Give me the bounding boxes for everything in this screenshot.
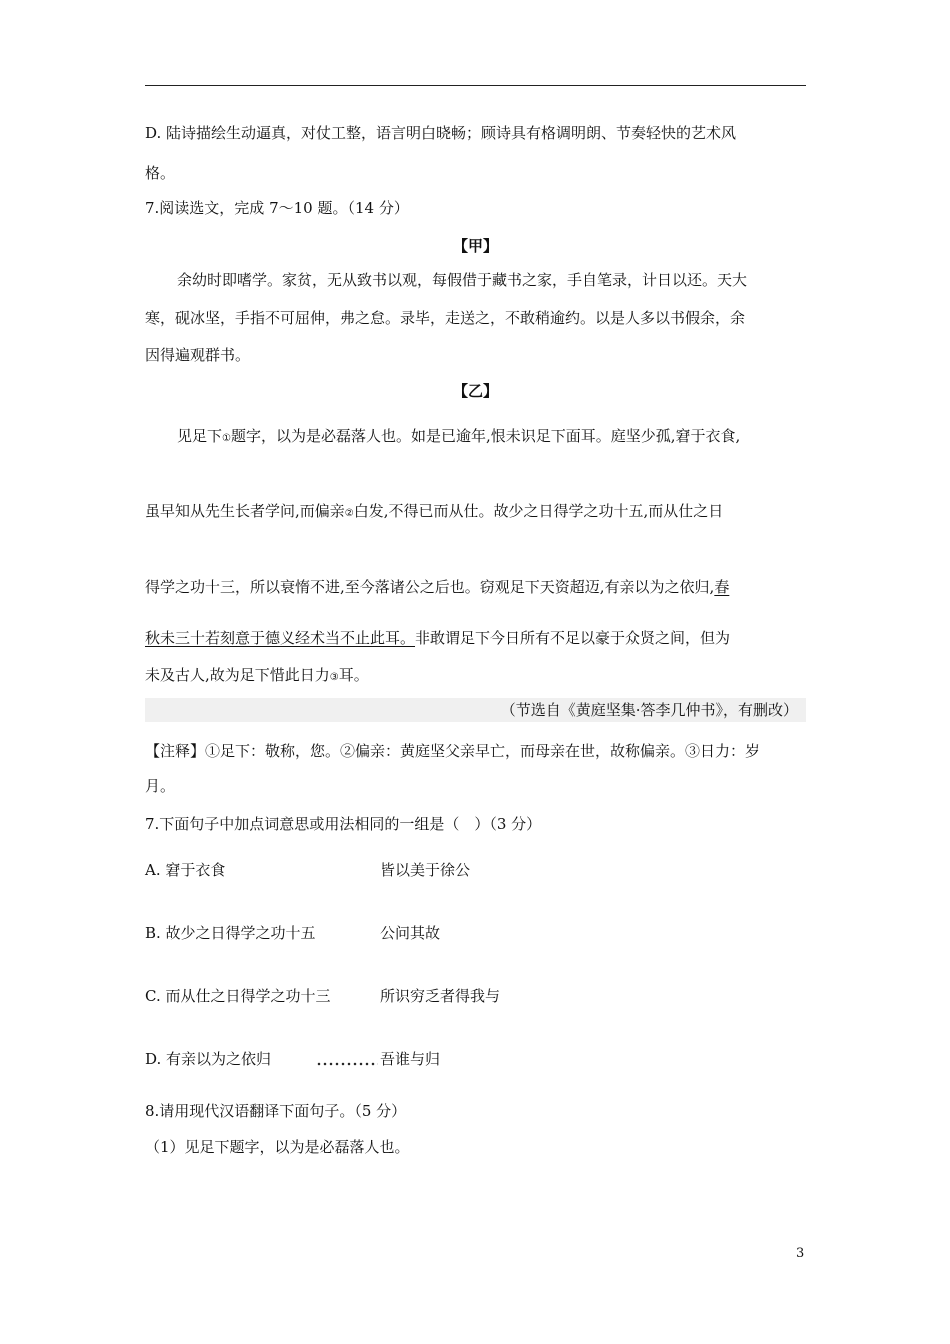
- option-pair: 所识穷乏者得我与: [380, 987, 501, 1005]
- passage-yi-line-1: [177, 426, 806, 449]
- option-label: A. 窘于衣食: [145, 861, 226, 879]
- option-label: C. 而从仕之日得学之功十三: [145, 987, 331, 1005]
- option-label: B. 故少之日得学之功十五: [145, 924, 316, 942]
- passage-jia-title: 【甲】: [452, 237, 498, 255]
- header-rule: [145, 85, 806, 86]
- passage-yi-line-3: [145, 577, 806, 597]
- passage-text: 虽早知从先生长者学问,而偏亲: [145, 502, 345, 520]
- q8-item-1: （1）见足下题字，以为是必磊落人也。: [145, 1138, 410, 1156]
- emphasis-dots: [316, 1061, 378, 1067]
- underlined-text: 秋未三十若刻意于德义经术当不止此耳。: [145, 629, 416, 647]
- q7-option-d: [145, 1049, 806, 1069]
- q7-option-c: [145, 986, 806, 1006]
- footnote-marker: ①: [222, 433, 231, 444]
- footnote-marker: ③: [329, 672, 339, 683]
- passage-text: 题字，以为是必磊落人也。如是已逾年,恨未识足下面耳。庭坚少孤,窘于衣食,: [230, 427, 741, 445]
- passage-yi-line-5: [145, 665, 806, 688]
- passage-yi-title: 【乙】: [452, 382, 498, 400]
- passage-yi-line-4: [145, 628, 806, 648]
- notes-line1: 【注释】①足下：敬称，您。②偏亲：黄庭坚父亲早亡，而母亲在世，故称偏亲。③日力：岁: [145, 742, 761, 760]
- q7-option-a: [145, 860, 806, 880]
- q7-option-b: [145, 923, 806, 943]
- option-d-prev-line2: 格。: [145, 164, 176, 182]
- option-pair: 公问其故: [380, 924, 441, 942]
- passage-jia-line: 因得遍观群书。: [145, 346, 251, 364]
- passage-text: 见足下: [177, 427, 223, 445]
- q7-intro: 7.阅读选文，完成 7～10 题。（14 分）: [145, 199, 409, 217]
- passage-text: 白发,不得已而从仕。故少之日得学之功十五,而从仕之日: [353, 502, 724, 520]
- passage-text: 得学之功十三，所以衰惰不进,至今落诸公之后也。窃观足下天资超迈,有亲以为之依归,: [145, 578, 715, 596]
- passage-text: 未及古人,故为足下惜此日力: [145, 666, 330, 684]
- passage-text: 非敢谓足下今日所有不足以豪于众贤之间，但为: [415, 629, 731, 647]
- passage-jia-line: 余幼时即嗜学。家贫，无从致书以观，每假借于藏书之家，手自笔录，计日以还。天大: [177, 271, 748, 289]
- q8-stem: 8.请用现代汉语翻译下面句子。（5 分）: [145, 1102, 407, 1120]
- notes-line2: 月。: [145, 777, 176, 795]
- passage-yi-line-2: [145, 501, 806, 524]
- option-label: D. 有亲以为之依归: [145, 1050, 272, 1068]
- page-number: 3: [796, 1246, 805, 1261]
- footnote-marker: ②: [344, 508, 354, 519]
- passage-text: 耳。: [338, 666, 369, 684]
- underlined-text: 春: [714, 578, 730, 596]
- option-pair: 皆以美于徐公: [380, 861, 471, 879]
- option-pair: 吾谁与归: [380, 1050, 441, 1068]
- q7-stem: 7.下面句子中加点词意思或用法相同的一组是（ ）（3 分）: [145, 815, 542, 833]
- passage-jia-line: 寒，砚冰坚，手指不可屈伸，弗之怠。录毕，走送之，不敢稍逾约。以是人多以书假余，余: [145, 309, 746, 327]
- option-d-prev-line1: D. 陆诗描绘生动逼真，对仗工整，语言明白晓畅；顾诗具有格调明朗、节奏轻快的艺术风: [145, 124, 737, 142]
- source-citation: （节选自《黄庭坚集·答李几仲书》，有删改）: [145, 698, 806, 722]
